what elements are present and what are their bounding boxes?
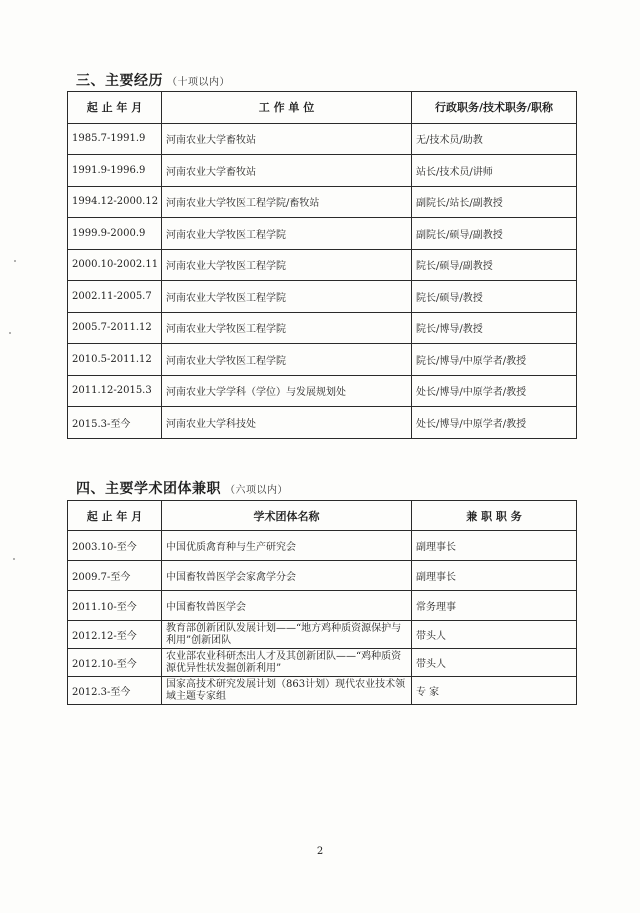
table-row [68,123,577,155]
cell-position: 处长/博导/中原学者/教授 [412,375,577,407]
table-row [68,407,577,439]
cell-role: 带头人 [412,649,577,677]
cell-period: 2002.11-2005.7 [68,281,162,313]
cell-society: 教育部创新团队发展计划——“地方鸡种质资源保护与利用”创新团队 [162,621,412,649]
section-3-note: （十项以内） [167,77,230,88]
cell-period: 1994.12-2000.12 [68,186,162,218]
cell-role: 带头人 [412,621,577,649]
cell-period: 2000.10-2002.11 [68,249,162,281]
cell-period: 2003.10-至今 [68,531,162,561]
scan-speck [13,558,15,560]
cell-society: 农业部农业科研杰出人才及其创新团队——“鸡种质资源优异性状发掘创新利用” [162,649,412,677]
cell-position: 处长/博导/中原学者/教授 [412,407,577,439]
table-row [68,218,577,250]
cell-unit: 河南农业大学牧医工程学院 [162,344,412,376]
cell-society: 中国优质禽育种与生产研究会 [162,531,412,561]
section-3-title [76,70,230,90]
cell-unit: 河南农业大学畜牧站 [162,123,412,155]
col-header-society: 学术团体名称 [162,501,412,531]
cell-position: 院长/硕导/副教授 [412,249,577,281]
cell-period: 2012.10-至今 [68,649,162,677]
col-header-role: 兼 职 职 务 [412,501,577,531]
cell-period: 2005.7-2011.12 [68,312,162,344]
cell-role: 副理事长 [412,531,577,561]
cell-position: 院长/博导/中原学者/教授 [412,344,577,376]
table-header-row [68,92,577,124]
cell-position: 副院长/硕导/副教授 [412,218,577,250]
table-row [68,621,577,649]
section-4-heading: 四、主要学术团体兼职 [76,481,221,497]
cell-unit: 河南农业大学牧医工程学院 [162,281,412,313]
section-4-note: （六项以内） [225,485,288,496]
academic-society-table [67,500,577,705]
section-4-title [76,478,288,498]
table-row [68,186,577,218]
scan-speck [14,260,16,262]
cell-position: 副院长/站长/副教授 [412,186,577,218]
col-header-period: 起 止 年 月 [68,92,162,124]
col-header-unit: 工 作 单 位 [162,92,412,124]
cell-period: 1999.9-2000.9 [68,218,162,250]
cell-position: 院长/博导/教授 [412,312,577,344]
cell-role: 专 家 [412,677,577,705]
cell-period: 1991.9-1996.9 [68,155,162,187]
cell-period: 2010.5-2011.12 [68,344,162,376]
table-row [68,155,577,187]
cell-period: 2011.12-2015.3 [68,375,162,407]
table-row [68,281,577,313]
cell-period: 2011.10-至今 [68,591,162,621]
cell-society: 中国畜牧兽医学会家禽学分会 [162,561,412,591]
table-row [68,591,577,621]
table-row [68,375,577,407]
cell-society: 国家高技术研究发展计划（863计划）现代农业技术领域主题专家组 [162,677,412,705]
section-3-heading: 三、主要经历 [76,73,163,89]
cell-role: 副理事长 [412,561,577,591]
col-header-period: 起 止 年 月 [68,501,162,531]
table-row [68,312,577,344]
page-number: 2 [316,846,324,857]
scan-speck [9,332,11,334]
table-row [68,677,577,705]
cell-period: 2009.7-至今 [68,561,162,591]
cell-unit: 河南农业大学科技处 [162,407,412,439]
cell-unit: 河南农业大学牧医工程学院 [162,312,412,344]
cell-unit: 河南农业大学畜牧站 [162,155,412,187]
table-header-row [68,501,577,531]
cell-position: 站长/技术员/讲师 [412,155,577,187]
cell-period: 1985.7-1991.9 [68,123,162,155]
cell-period: 2015.3-至今 [68,407,162,439]
experience-table [67,91,577,439]
cell-position: 院长/硕导/教授 [412,281,577,313]
col-header-position: 行政职务/技术职务/职称 [412,92,577,124]
cell-unit: 河南农业大学牧医工程学院 [162,249,412,281]
cell-society: 中国畜牧兽医学会 [162,591,412,621]
cell-unit: 河南农业大学牧医工程学院/畜牧站 [162,186,412,218]
table-row [68,531,577,561]
cell-unit: 河南农业大学学科（学位）与发展规划处 [162,375,412,407]
cell-position: 无/技术员/助教 [412,123,577,155]
table-row [68,344,577,376]
table-row [68,649,577,677]
cell-period: 2012.12-至今 [68,621,162,649]
table-row [68,249,577,281]
cell-period: 2012.3-至今 [68,677,162,705]
cell-role: 常务理事 [412,591,577,621]
cell-unit: 河南农业大学牧医工程学院 [162,218,412,250]
table-row [68,561,577,591]
